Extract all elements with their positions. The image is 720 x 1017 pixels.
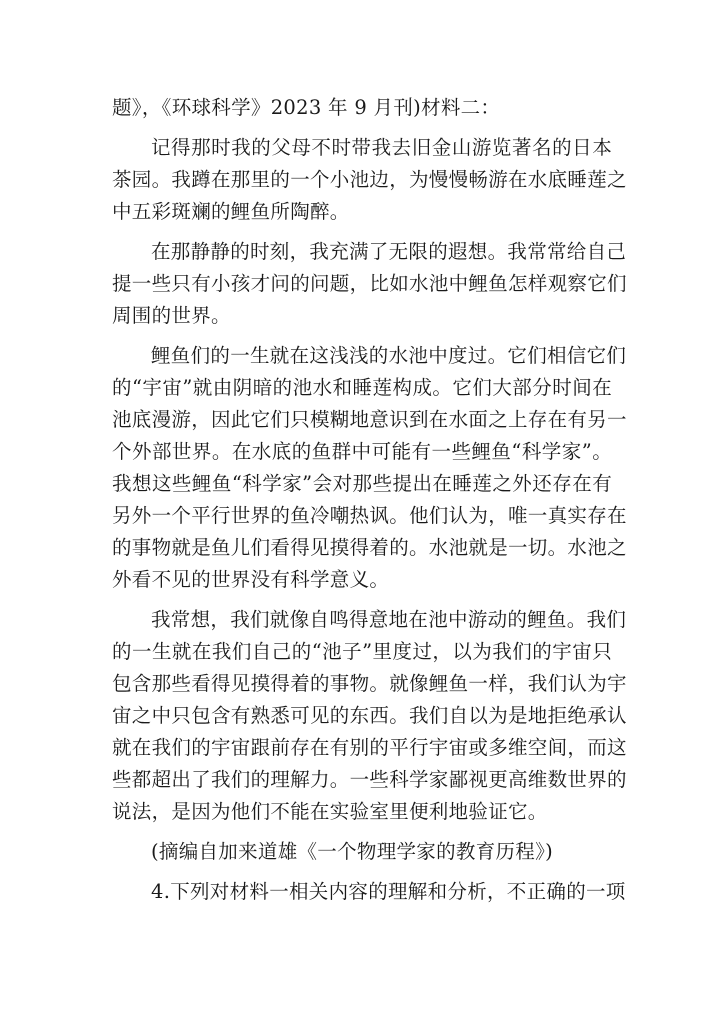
text-line: 宙之中只包含有熟悉可见的东西。我们自以为是地拒绝承认	[112, 704, 627, 727]
text-line: 题》，《环球科学》2023 年 9 月刊)材料二：	[112, 96, 501, 119]
text-line: 池底漫游，因此它们只模糊地意识到在水面之上存在有另一	[112, 408, 627, 431]
text-line: 就在我们的宇宙跟前存在有别的平行宇宙或多维空间，而这	[112, 736, 627, 759]
text-line: 外看不见的世界没有科学意义。	[112, 568, 390, 591]
paragraph	[112, 604, 627, 828]
text-line: 包含那些看得见摸得着的事物。就像鲤鱼一样，我们认为宇	[112, 672, 627, 695]
text-line: 我常想，我们就像自鸣得意地在池中游动的鲤鱼。我们	[151, 608, 627, 631]
text-line: 鲤鱼们的一生就在这浅浅的水池中度过。它们相信它们	[151, 344, 627, 367]
text-line: 在那静静的时刻，我充满了无限的遐想。我常常给自己	[151, 240, 627, 263]
document-page	[112, 92, 627, 908]
text-line: 4.下列对材料一相关内容的理解和分析，不正确的一项	[151, 880, 626, 903]
text-line: 的事物就是鱼儿们看得见摸得着的。水池就是一切。水池之	[112, 536, 627, 559]
text-line: 周围的世界。	[112, 304, 231, 327]
text-line: 的“宇宙”就由阴暗的池水和睡莲构成。它们大部分时间在	[112, 376, 612, 399]
paragraph	[112, 132, 627, 228]
text-line: (摘编自加来道雄《一个物理学家的教育历程》)	[151, 840, 554, 863]
text-line: 的一生就在我们自己的“池子”里度过，以为我们的宇宙只	[112, 640, 612, 663]
text-line: 另外一个平行世界的鱼冷嘲热讽。他们认为，唯一真实存在	[112, 504, 627, 527]
text-line: 提一些只有小孩才问的问题，比如水池中鲤鱼怎样观察它们	[112, 272, 627, 295]
text-line: 记得那时我的父母不时带我去旧金山游览著名的日本	[151, 136, 612, 159]
paragraph	[112, 236, 627, 332]
text-line: 个外部世界。在水底的鱼群中可能有一些鲤鱼“科学家”。	[112, 440, 612, 463]
text-line: 我想这些鲤鱼“科学家”会对那些提出在睡莲之外还存在有	[112, 472, 612, 495]
text-line: 中五彩斑斓的鲤鱼所陶醉。	[112, 200, 350, 223]
text-line: 茶园。我蹲在那里的一个小池边，为慢慢畅游在水底睡莲之	[112, 168, 627, 191]
paragraph	[112, 876, 626, 908]
paragraph	[112, 340, 627, 596]
text-line: 说法，是因为他们不能在实验室里便利地验证它。	[112, 800, 548, 823]
text-line: 些都超出了我们的理解力。一些科学家鄙视更高维数世界的	[112, 768, 627, 791]
paragraph	[112, 836, 612, 868]
paragraph	[112, 92, 612, 124]
